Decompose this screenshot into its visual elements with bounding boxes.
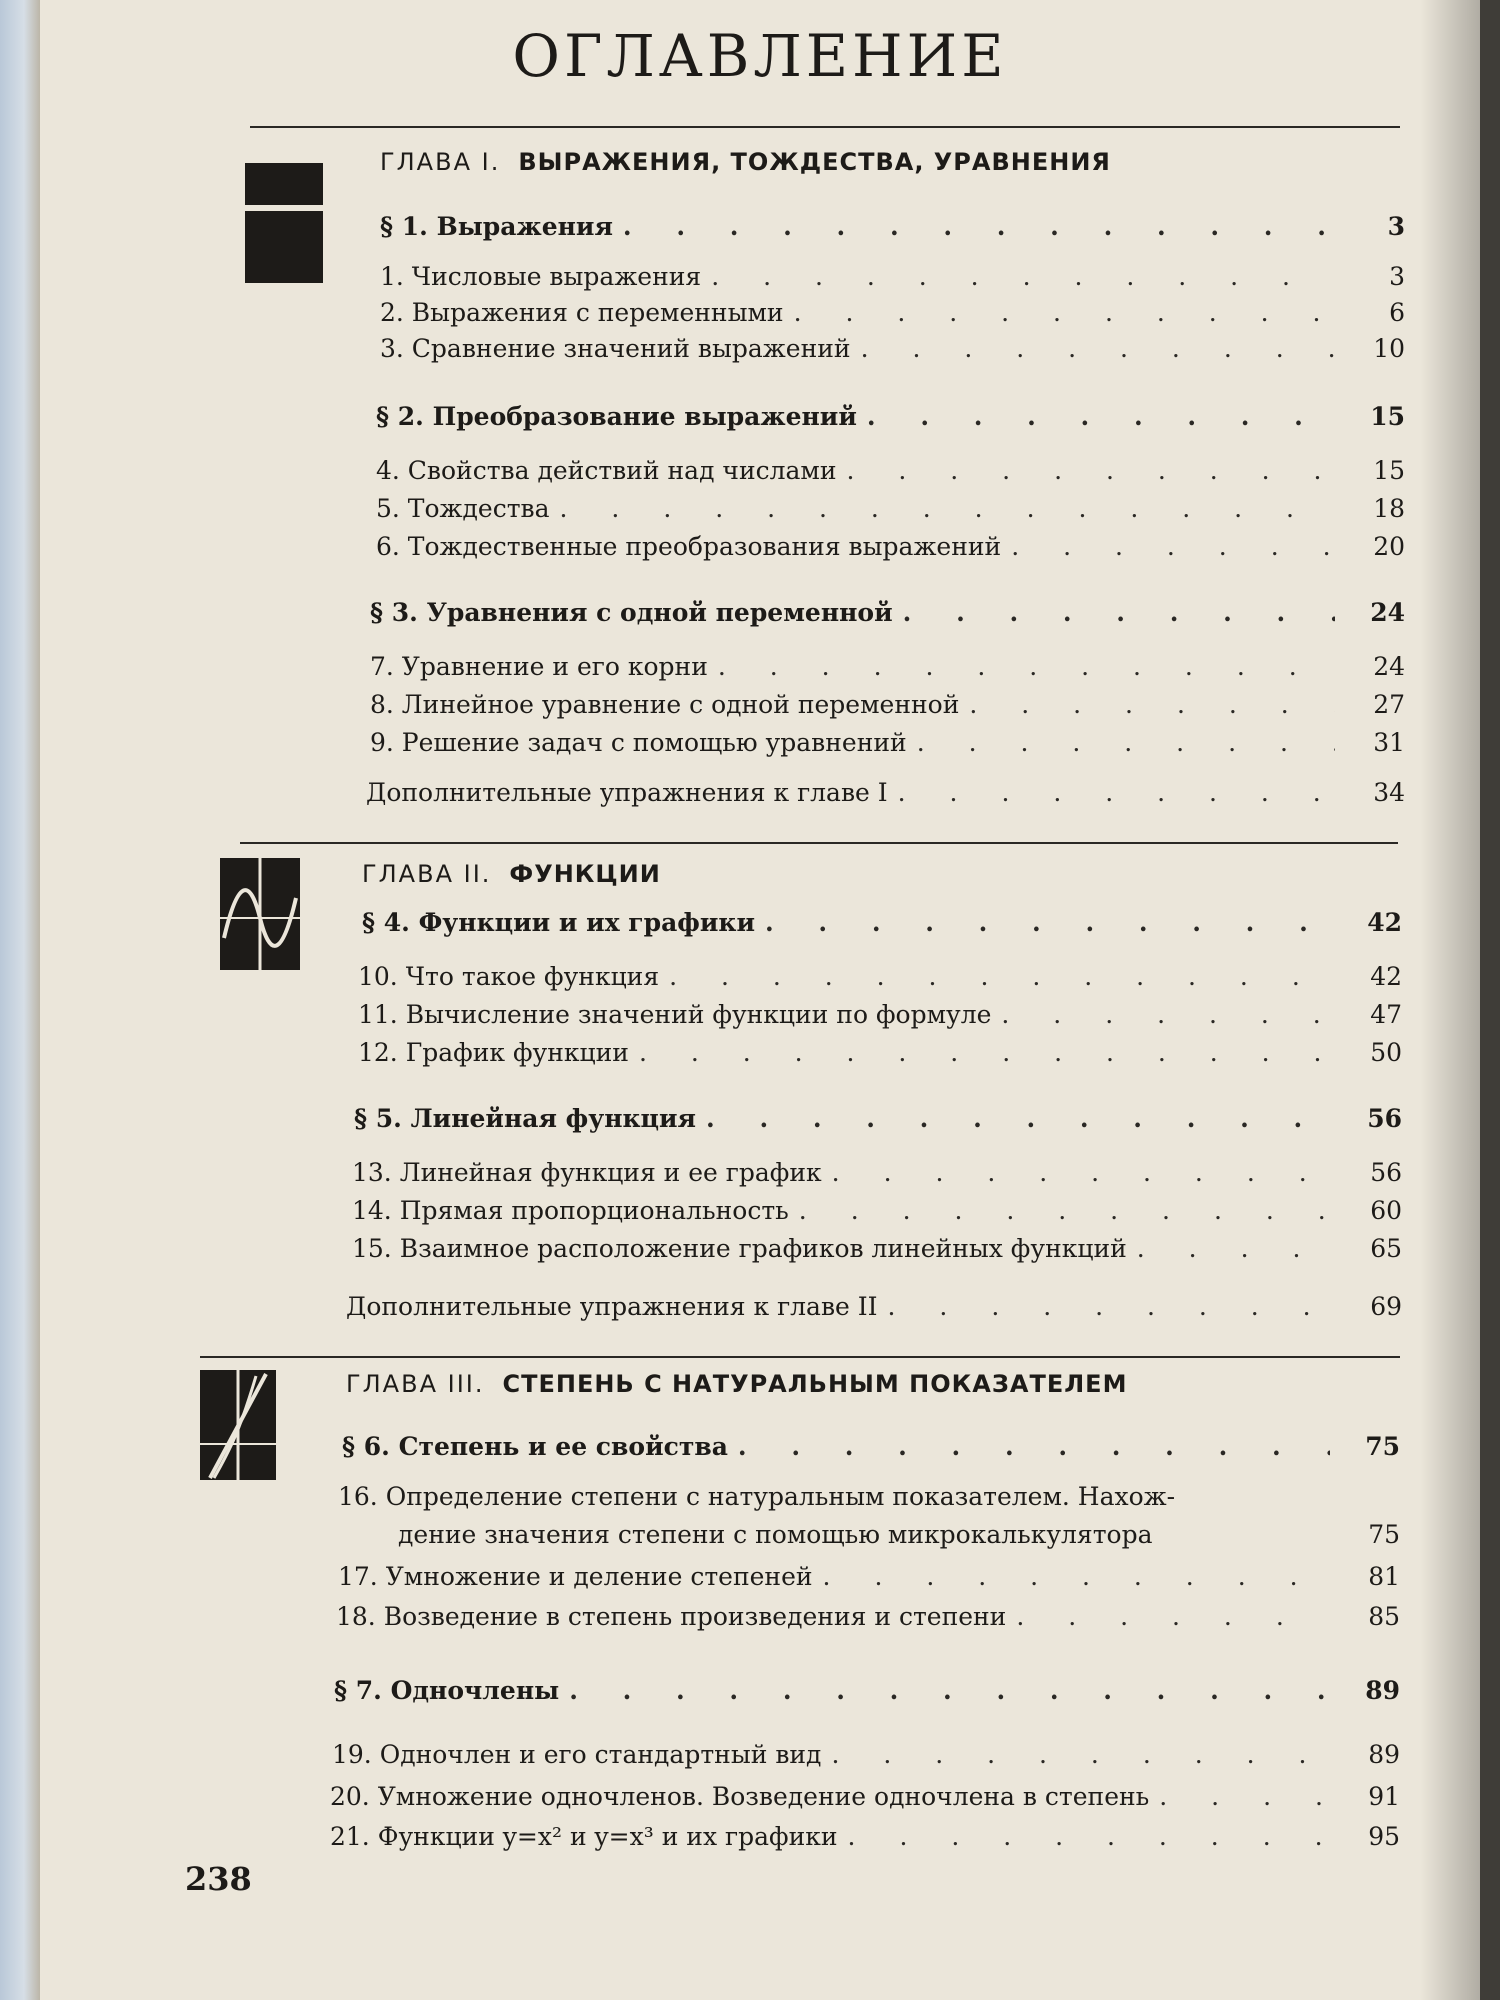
toc-text: 14. Прямая пропорциональность <box>352 1196 789 1225</box>
page-gutter-shadow <box>1420 0 1480 2000</box>
leader-dots <box>1011 532 1335 561</box>
toc-page: 24 <box>1373 652 1405 681</box>
leader-dots <box>1137 1234 1332 1263</box>
toc-text: § 4. Функции и их графики <box>362 908 755 937</box>
toc-page: 60 <box>1370 1196 1402 1225</box>
toc-text: 9. Решение задач с помощью уравнений <box>370 728 907 757</box>
toc-text: § 7. Одночлены <box>334 1676 560 1705</box>
toc-page: 31 <box>1373 728 1405 757</box>
toc-page: 81 <box>1368 1562 1400 1591</box>
toc-extra[interactable] <box>366 778 1405 807</box>
leader-dots <box>898 778 1335 807</box>
toc-page: 95 <box>1368 1822 1400 1851</box>
toc-text: § 2. Преобразование выражений <box>376 402 857 431</box>
toc-text: § 5. Линейная функция <box>354 1104 697 1133</box>
divider <box>200 1356 1400 1358</box>
leader-dots <box>831 1740 1330 1769</box>
leader-dots <box>799 1196 1332 1225</box>
toc-item[interactable] <box>330 1782 1400 1811</box>
power-graph-icon <box>200 1370 276 1480</box>
toc-page: 56 <box>1370 1158 1402 1187</box>
chapter-number: ГЛАВА II. <box>362 860 492 888</box>
toc-extra[interactable] <box>346 1292 1402 1321</box>
leader-dots <box>832 1158 1332 1187</box>
toc-item[interactable] <box>332 1740 1400 1769</box>
leader-dots <box>903 598 1335 627</box>
toc-text: 18. Возведение в степень произведения и степени <box>336 1602 1007 1631</box>
toc-text: 19. Одночлен и его стандартный вид <box>332 1740 822 1769</box>
toc-item[interactable] <box>358 1000 1402 1029</box>
toc-page: 89 <box>1368 1740 1400 1769</box>
toc-text: 21. Функции y=x² и y=x³ и их графики <box>330 1822 838 1851</box>
toc-item[interactable] <box>380 298 1405 327</box>
toc-page: 20 <box>1373 532 1405 561</box>
book-page <box>40 0 1480 2000</box>
toc-item[interactable] <box>376 494 1405 523</box>
divider <box>250 126 1400 128</box>
toc-text: 8. Линейное уравнение с одной переменной <box>370 690 960 719</box>
toc-text: § 6. Степень и ее свойства <box>342 1432 728 1461</box>
leader-dots <box>1159 1782 1330 1811</box>
divider <box>240 842 1398 844</box>
leader-dots <box>794 298 1335 327</box>
toc-text: 15. Взаимное расположение графиков линейных функций <box>352 1234 1127 1263</box>
chapter-heading <box>362 860 661 888</box>
toc-text: Дополнительные упражнения к главе I <box>366 778 888 807</box>
leader-dots <box>847 456 1336 485</box>
toc-text: 7. Уравнение и его корни <box>370 652 708 681</box>
leader-dots <box>888 1292 1332 1321</box>
toc-page: 69 <box>1370 1292 1402 1321</box>
toc-page: 34 <box>1373 778 1405 807</box>
leader-dots <box>861 334 1335 363</box>
toc-item[interactable] <box>352 1234 1402 1263</box>
chapter-name: СТЕПЕНЬ С НАТУРАЛЬНЫМ ПОКАЗАТЕЛЕМ <box>502 1370 1128 1398</box>
toc-section[interactable] <box>342 1432 1400 1461</box>
square-blocks-icon <box>245 163 323 283</box>
toc-text: Дополнительные упражнения к главе II <box>346 1292 878 1321</box>
toc-text: 4. Свойства действий над числами <box>376 456 837 485</box>
toc-text: § 1. Выражения <box>380 212 613 241</box>
leader-dots <box>711 262 1335 291</box>
chapter-name: ВЫРАЖЕНИЯ, ТОЖДЕСТВА, УРАВНЕНИЯ <box>518 148 1111 176</box>
toc-page: 75 <box>1368 1520 1400 1549</box>
chapter-number: ГЛАВА I. <box>380 148 501 176</box>
toc-item[interactable] <box>338 1562 1400 1591</box>
toc-page: 6 <box>1389 298 1405 327</box>
toc-item[interactable] <box>352 1196 1402 1225</box>
toc-page: 27 <box>1373 690 1405 719</box>
toc-text: 17. Умножение и деление степеней <box>338 1562 813 1591</box>
toc-item[interactable] <box>358 962 1402 991</box>
leader-dots <box>848 1822 1330 1851</box>
leader-dots <box>669 962 1332 991</box>
toc-page: 75 <box>1365 1432 1400 1461</box>
toc-page: 91 <box>1368 1782 1400 1811</box>
leader-dots <box>969 690 1335 719</box>
toc-text: 11. Вычисление значений функции по формуле <box>358 1000 992 1029</box>
toc-page: 15 <box>1370 402 1405 431</box>
adjacent-page-edge <box>0 0 40 2000</box>
chapter-number: ГЛАВА III. <box>346 1370 485 1398</box>
toc-text: 13. Линейная функция и ее график <box>352 1158 822 1187</box>
toc-item-line1[interactable]: 16. Определение степени с натуральным показателем. Нахож- <box>338 1482 1176 1511</box>
chapter-heading <box>380 148 1111 176</box>
leader-dots <box>569 1676 1330 1705</box>
toc-text: § 3. Уравнения с одной переменной <box>370 598 893 627</box>
toc-text: 20. Умножение одночленов. Возведение одночлена в степень <box>330 1782 1150 1811</box>
leader-dots <box>560 494 1335 523</box>
toc-section[interactable] <box>376 402 1405 431</box>
toc-text: 5. Тождества <box>376 494 550 523</box>
page-number: 238 <box>185 1860 252 1898</box>
toc-text: 6. Тождественные преобразования выражений <box>376 532 1002 561</box>
toc-item[interactable] <box>330 1822 1400 1851</box>
toc-page: 10 <box>1373 334 1405 363</box>
function-graph-icon <box>220 858 300 970</box>
toc-text: 3. Сравнение значений выражений <box>380 334 851 363</box>
toc-text: 2. Выражения с переменными <box>380 298 784 327</box>
toc-item[interactable] <box>380 334 1405 363</box>
toc-page: 56 <box>1367 1104 1402 1133</box>
toc-text: 10. Что такое функция <box>358 962 660 991</box>
leader-dots <box>917 728 1335 757</box>
toc-page: 3 <box>1389 262 1405 291</box>
toc-item[interactable] <box>380 262 1405 291</box>
leader-dots <box>823 1562 1330 1591</box>
toc-page: 3 <box>1387 212 1405 241</box>
toc-text: 12. График функции <box>358 1038 629 1067</box>
toc-section[interactable] <box>362 908 1402 937</box>
page-title: ОГЛАВЛЕНИЕ <box>512 22 1008 90</box>
toc-page: 24 <box>1370 598 1405 627</box>
leader-dots <box>765 908 1332 937</box>
toc-page: 65 <box>1370 1234 1402 1263</box>
leader-dots <box>738 1432 1330 1461</box>
leader-dots <box>623 212 1335 241</box>
toc-item[interactable] <box>370 652 1405 681</box>
toc-item[interactable] <box>336 1602 1400 1631</box>
toc-page: 89 <box>1365 1676 1400 1705</box>
toc-text: 1. Числовые выражения <box>380 262 702 291</box>
toc-page: 18 <box>1373 494 1405 523</box>
toc-page: 42 <box>1367 908 1402 937</box>
toc-page: 15 <box>1373 456 1405 485</box>
leader-dots <box>867 402 1335 431</box>
toc-section[interactable] <box>334 1676 1400 1705</box>
toc-page: 47 <box>1370 1000 1402 1029</box>
leader-dots <box>1016 1602 1330 1631</box>
toc-text: дение значения степени с помощью микрокалькулятора <box>398 1520 1153 1549</box>
leader-dots <box>1001 1000 1332 1029</box>
toc-item[interactable] <box>376 456 1405 485</box>
toc-page: 42 <box>1370 962 1402 991</box>
chapter-heading <box>346 1370 1127 1398</box>
leader-dots <box>639 1038 1332 1067</box>
leader-dots <box>718 652 1335 681</box>
toc-section[interactable] <box>370 598 1405 627</box>
toc-item-line2[interactable] <box>398 1520 1400 1549</box>
leader-dots <box>706 1104 1332 1133</box>
toc-section[interactable] <box>354 1104 1402 1133</box>
toc-item[interactable] <box>370 690 1405 719</box>
toc-item[interactable] <box>376 532 1405 561</box>
toc-item[interactable] <box>358 1038 1402 1067</box>
toc-item[interactable] <box>352 1158 1402 1187</box>
chapter-name: ФУНКЦИИ <box>509 860 661 888</box>
toc-section[interactable] <box>380 212 1405 241</box>
toc-page: 85 <box>1368 1602 1400 1631</box>
toc-page: 50 <box>1370 1038 1402 1067</box>
toc-item[interactable] <box>370 728 1405 757</box>
